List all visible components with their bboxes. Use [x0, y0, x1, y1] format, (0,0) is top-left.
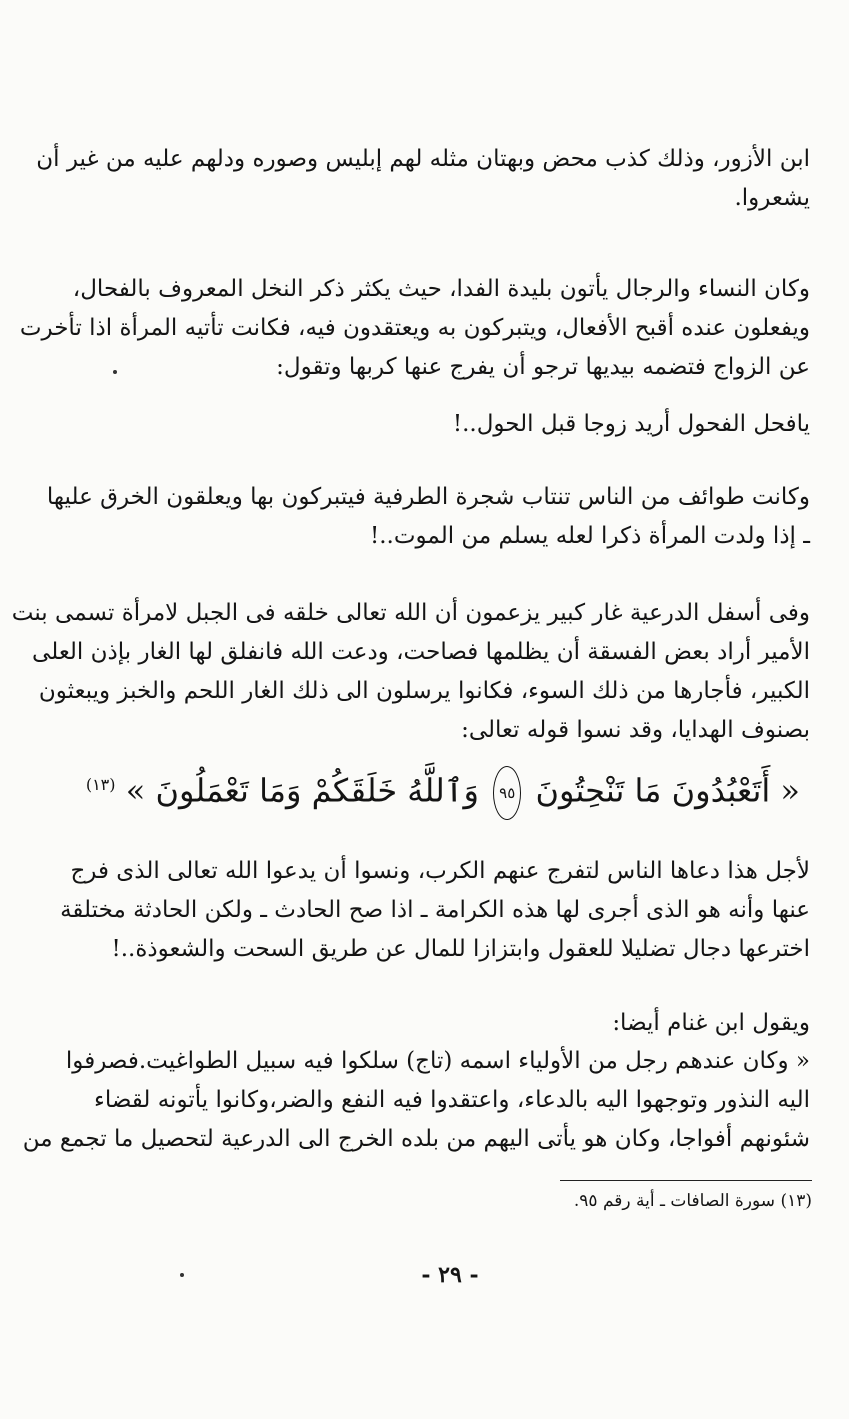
text-line: اخترعها دجال تضليلا للعقول وابتزازا للمال عن طريق السحت والشعوذة..!	[111, 936, 810, 962]
paragraph-5	[11, 594, 810, 750]
text-line: وفى أسفل الدرعية غار كبير يزعمون أن الله تعالى خلقه فى الجبل لامرأة تسمى بنت	[11, 600, 810, 626]
speck-mark	[180, 1273, 184, 1277]
paragraph-7	[100, 1004, 810, 1043]
text-line: عنها وأنه هو الذى أجرى لها هذه الكرامة ـ اذا صح الحادث ـ ولكن الحادثة مختلقة	[60, 897, 810, 923]
text-line: يشعروا.	[734, 185, 810, 211]
text-line: وكانت طوائف من الناس تنتاب شجرة الطرفية فيتبركون بها ويعلقون الخرق عليها	[46, 484, 810, 510]
ayah-number-mark: ٩٥	[493, 766, 521, 820]
footnote-divider	[560, 1180, 812, 1181]
text-line: الأمير أراد بعض الفسقة أن يظلمها فصاحت، ودعت الله فانفلق لها الغار بإذن العلى	[32, 639, 810, 665]
paragraph-1	[36, 140, 810, 218]
text-line: ويقول ابن غنام أيضا:	[612, 1010, 810, 1036]
paragraph-2	[19, 270, 810, 387]
page-number: - ٢٩ -	[421, 1262, 479, 1288]
text-line: لأجل هذا دعاها الناس لتفرج عنهم الكرب، ونسوا أن يدعوا الله تعالى الذى فرج	[70, 858, 810, 884]
quran-verse	[85, 760, 800, 820]
text-line: يافحل الفحول أريد زوجا قبل الحول..!	[452, 411, 810, 437]
text-line: شئونهم أفواجا، وكان هو يأتى اليهم من بلده الخرج الى الدرعية لتحصيل ما تجمع من	[22, 1126, 810, 1152]
text-line: « وكان عندهم رجل من الأولياء اسمه (تاج) سلكوا فيه سبيل الطواغيت.فصرفوا	[65, 1048, 810, 1074]
paragraph-3	[100, 405, 810, 444]
text-line: ابن الأزور، وذلك كذب محض وبهتان مثله لهم إبليس وصوره ودلهم عليه من غير أن	[36, 146, 810, 172]
text-line: ويفعلون عنده أقبح الأفعال، ويتبركون به ويعتقدون فيه، فكانت تأتيه المرأة اذا تأخرت	[19, 315, 810, 341]
text-line: اليه النذور وتوجهوا اليه بالدعاء، واعتقدوا فيه النفع والضر،وكانوا يأتونه لقضاء	[94, 1087, 810, 1113]
verse-open-quote: «	[780, 771, 800, 810]
text-line: عن الزواج فتضمه بيديها ترجو أن يفرج عنها كربها وتقول:	[276, 354, 810, 380]
verse-part-1: أَتَعْبُدُونَ مَا تَنْحِتُونَ	[535, 771, 771, 810]
footnote: (١٣) سورة الصافات ـ أية رقم ٩٥.	[573, 1191, 812, 1211]
paragraph-8	[22, 1042, 810, 1159]
paragraph-4	[46, 478, 810, 556]
text-line: ـ إذا ولدت المرأة ذكرا لعله يسلم من الموت..!	[370, 523, 810, 549]
text-line: الكبير، فأجارها من ذلك السوء، فكانوا يرسلون الى ذلك الغار اللحم والخبز ويبعثون	[38, 678, 810, 704]
text-line: وكان النساء والرجال يأتون بليدة الفدا، حيث يكثر ذكر النخل المعروف بالفحال،	[72, 276, 810, 302]
text-line: بصنوف الهدايا، وقد نسوا قوله تعالى:	[461, 717, 810, 743]
verse-close-quote: »	[125, 771, 146, 810]
speck-mark	[113, 370, 117, 374]
verse-part-2: وَٱللَّهُ خَلَقَكُمْ وَمَا تَعْمَلُونَ	[155, 771, 479, 810]
footnote-reference: (١٣)	[85, 775, 116, 794]
paragraph-6	[60, 852, 810, 969]
